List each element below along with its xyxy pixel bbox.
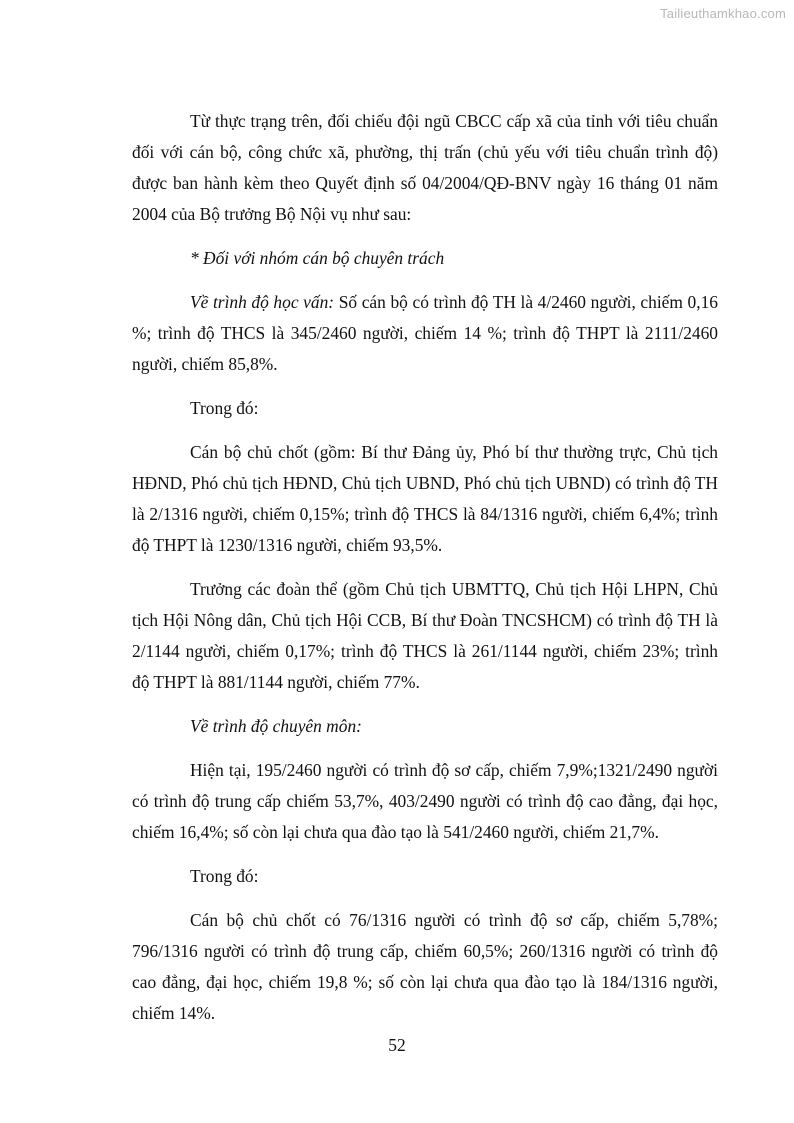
page-number: 52: [388, 1035, 406, 1055]
paragraph-intro: Từ thực trạng trên, đối chiếu đội ngũ CBCC cấp xã của tỉnh với tiêu chuẩn đối với cán bộ, công chức xã, phường, thị trấn (chủ yếu với tiêu chuẩn trình độ) được ban hành kèm theo Quyết định số 04/2004/QĐ-BNV ngày 16 tháng 01 năm 2004 của Bộ trưởng Bộ Nội vụ như sau:: [132, 111, 718, 224]
paragraph-education-level: [132, 287, 718, 380]
education-level-text: Số cán bộ có trình độ TH là 4/2460 người, chiếm 0,16 %; trình độ THCS là 345/2460 người, chiếm 14 %; trình độ THPT là 2111/2460 người, chiếm 85,8%.: [132, 292, 718, 374]
paragraph-in-which-2: Trong đó:: [190, 866, 259, 886]
paragraph-key-cadres-professional: Cán bộ chủ chốt có 76/1316 người có trình độ sơ cấp, chiếm 5,78%; 796/1316 người có trình độ trung cấp, chiếm 60,5%; 260/1316 người có trình độ cao đẳng, đại học, chiếm 19,8 %; số còn lại chưa qua đào tạo là 184/1316 người, chiếm 14%.: [132, 910, 718, 1023]
paragraph-professional-current: Hiện tại, 195/2460 người có trình độ sơ cấp, chiếm 7,9%;1321/2490 người có trình độ trung cấp chiếm 53,7%, 403/2490 người có trình độ cao đẳng, đại học, chiếm 16,4%; số còn lại chưa qua đào tạo là 541/2460 người, chiếm 21,7%.: [132, 760, 718, 842]
paragraph-mass-org-heads: Trưởng các đoàn thể (gồm Chủ tịch UBMTTQ, Chủ tịch Hội LHPN, Chủ tịch Hội Nông dân, Chủ tịch Hội CCB, Bí thư Đoàn TNCSHCM) có trình độ TH là 2/1144 người, chiếm 0,17%; trình độ THCS là 261/1144 người, chiếm 23%; trình độ THPT là 881/1144 người, chiếm 77%.: [132, 579, 718, 692]
paragraph-key-cadres: Cán bộ chủ chốt (gồm: Bí thư Đảng ủy, Phó bí thư thường trực, Chủ tịch HĐND, Phó chủ tịch HĐND, Chủ tịch UBND, Phó chủ tịch UBND) có trình độ TH là 2/1316 người, chiếm 0,15%; trình độ THCS là 84/1316 người, chiếm 6,4%; trình độ THPT là 1230/1316 người, chiếm 93,5%.: [132, 442, 718, 555]
section-heading-cadres: * Đối với nhóm cán bộ chuyên trách: [190, 248, 445, 268]
watermark-text: Tailieuthamkhao.com: [660, 6, 786, 21]
subheading-professional-level: Về trình độ chuyên môn:: [190, 716, 362, 736]
paragraph-in-which-1: Trong đó:: [190, 398, 259, 418]
page-body: [132, 106, 718, 1042]
subheading-education-level: Về trình độ học vấn:: [190, 292, 335, 312]
